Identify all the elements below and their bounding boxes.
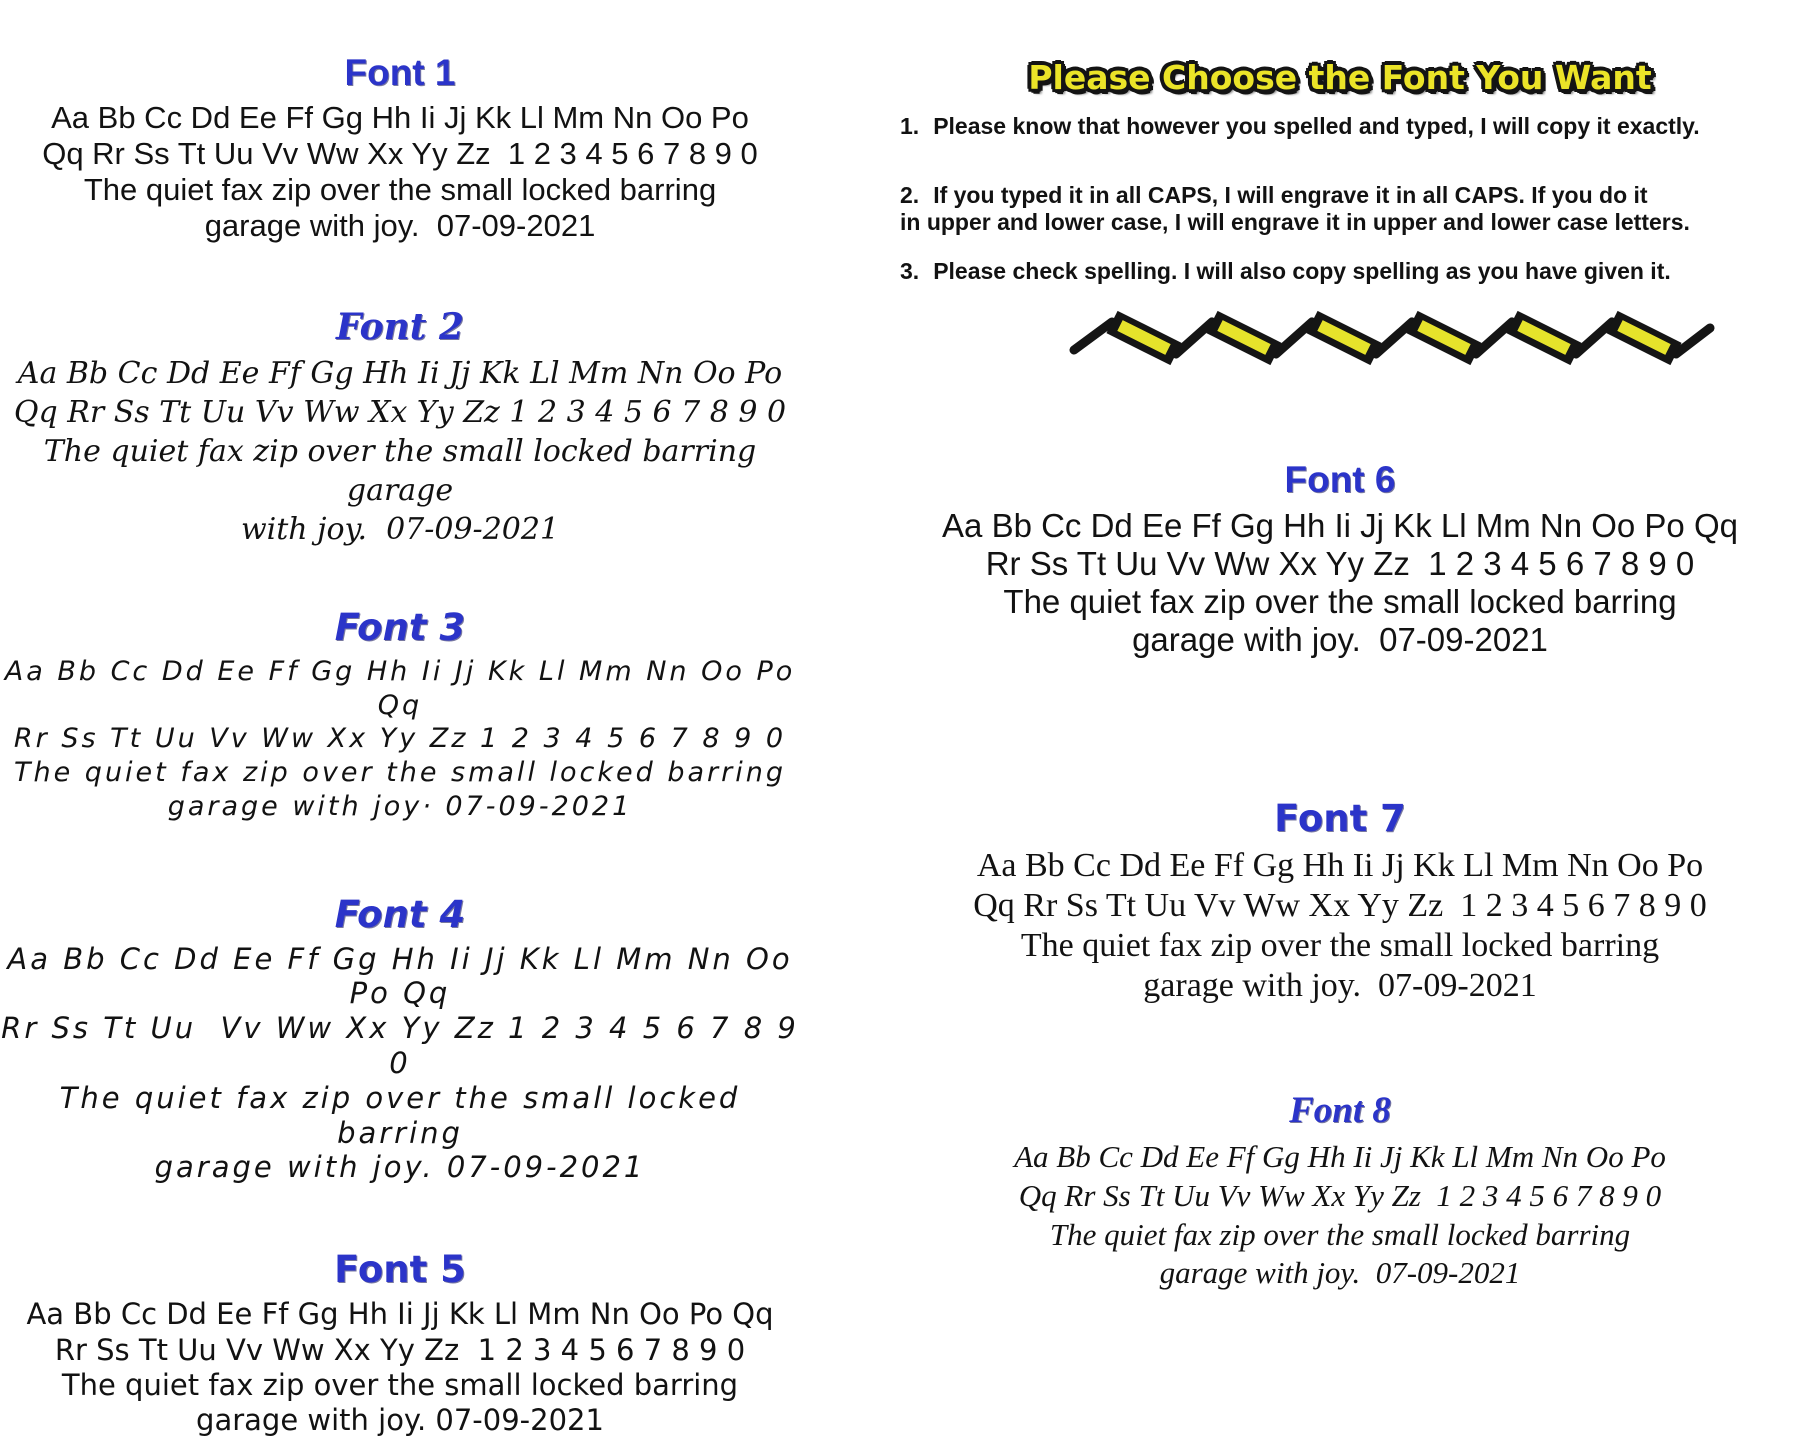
font-6-specimen: [900, 459, 1780, 660]
instruction-3-text: Please check spelling. I will also copy spelling as you have given it.: [933, 258, 1671, 285]
font-7-sample-line-1: The quiet fax zip over the small locked barring: [1020, 926, 1660, 964]
font-1-sample-line-2: garage with joy. 07-09-2021: [204, 207, 596, 243]
font-2-title: Font 2: [336, 305, 464, 348]
font-4-title: Font 4: [334, 892, 466, 936]
instruction-3-number: 3.: [900, 258, 920, 285]
font-2-sample-line-2: with joy. 07-09-2021: [240, 511, 560, 547]
font-4-specimen: [0, 892, 812, 1186]
font-6-sample-line-1: The quiet fax zip over the small locked barring: [1003, 583, 1677, 621]
font-3-specimen: [0, 605, 807, 824]
font-6-sample-line-2: garage with joy. 07-09-2021: [1132, 621, 1548, 659]
font-3-sample-line-1: The quiet fax zip over the small locked barring: [14, 757, 786, 789]
font-4-alphabet-line-1: Aa Bb Cc Dd Ee Ff Gg Hh Ii Jj Kk Ll Mm Nn Oo Po Qq: [7, 941, 805, 1011]
right-column: [900, 0, 1780, 1293]
font-8-title: Font 8: [1289, 1090, 1391, 1131]
font-5-sample-line-1: The quiet fax zip over the small locked barring: [61, 1367, 739, 1402]
left-column: [0, 0, 812, 1439]
instruction-item-1: [900, 113, 1780, 140]
font-1-alphabet-line-2: Qq Rr Ss Tt Uu Vv Ww Xx Yy Zz 1 2 3 4 5 6 7 8 9 0: [42, 135, 758, 171]
font-1-sample-line-1: The quiet fax zip over the small locked barring: [83, 171, 717, 207]
font-8-sample-line-1: The quiet fax zip over the small locked barring: [1049, 1216, 1631, 1252]
font-4-sample-line-2: garage with joy. 07-09-2021: [154, 1150, 646, 1185]
font-5-title: Font 5: [334, 1248, 466, 1292]
font-3-alphabet-line-2: Rr Ss Tt Uu Vv Ww Xx Yy Zz 1 2 3 4 5 6 7 8 9 0: [13, 723, 787, 755]
instruction-1-number: 1.: [900, 113, 920, 139]
font-8-sample-line-2: garage with joy. 07-09-2021: [1159, 1255, 1521, 1291]
font-3-sample-line-2: garage with joy· 07-09-2021: [167, 790, 633, 822]
font-7-alphabet-line-1: Aa Bb Cc Dd Ee Ff Gg Hh Ii Jj Kk Ll Mm Nn Oo Po: [976, 846, 1704, 884]
font-3-title: Font 3: [334, 605, 466, 649]
font-5-alphabet-line-1: Aa Bb Cc Dd Ee Ff Gg Hh Ii Jj Kk Ll Mm Nn Oo Po Qq: [26, 1297, 774, 1332]
twist-ribbon-divider: [1070, 308, 1735, 371]
font-5-sample-line-2: garage with joy. 07-09-2021: [196, 1403, 604, 1438]
font-8-alphabet-line-1: Aa Bb Cc Dd Ee Ff Gg Hh Ii Jj Kk Ll Mm Nn Oo Po: [1014, 1139, 1666, 1174]
font-1-alphabet-line-1: Aa Bb Cc Dd Ee Ff Gg Hh Ii Jj Kk Ll Mm Nn Oo Po: [51, 100, 749, 135]
font-6-title: Font 6: [1284, 458, 1396, 500]
font-7-sample-line-2: garage with joy. 07-09-2021: [1143, 966, 1537, 1004]
font-3-alphabet-line-1: Aa Bb Cc Dd Ee Ff Gg Hh Ii Jj Kk Ll Mm Nn Oo Po Qq: [4, 655, 807, 721]
font-2-alphabet-line-2: Qq Rr Ss Tt Uu Vv Ww Xx Yy Zz 1 2 3 4 5 6 7 8 9 0: [13, 394, 787, 430]
choose-font-heading: Please Choose the Font You Want: [1028, 58, 1652, 97]
font-7-specimen: [900, 798, 1780, 1006]
font-5-specimen: [0, 1249, 800, 1439]
font-2-specimen: [0, 306, 800, 549]
instruction-item-3: [900, 258, 1780, 285]
font-6-alphabet-line-1: Aa Bb Cc Dd Ee Ff Gg Hh Ii Jj Kk Ll Mm Nn Oo Po Qq: [942, 506, 1738, 544]
instruction-2-text-line-2: in upper and lower case, I will engrave it in upper and lower case letters.: [900, 209, 1690, 236]
font-4-alphabet-line-2: Rr Ss Tt Uu Vv Ww Xx Yy Zz 1 2 3 4 5 6 7 8 9 0: [1, 1011, 812, 1080]
font-7-alphabet-line-2: Qq Rr Ss Tt Uu Vv Ww Xx Yy Zz 1 2 3 4 5 6 7 8 9 0: [973, 886, 1707, 924]
instruction-2-text-line-1: If you typed it in all CAPS, I will engrave it in all CAPS. If you do it: [933, 182, 1648, 209]
instruction-item-2: [900, 182, 1780, 236]
instruction-1-text: Please know that however you spelled and typed, I will copy it exactly.: [933, 113, 1700, 139]
font-2-alphabet-line-1: Aa Bb Cc Dd Ee Ff Gg Hh Ii Jj Kk Ll Mm Nn Oo Po: [17, 355, 783, 391]
font-6-alphabet-line-2: Rr Ss Tt Uu Vv Ww Xx Yy Zz 1 2 3 4 5 6 7 8 9 0: [985, 544, 1695, 582]
font-4-sample-line-1: The quiet fax zip over the small locked barring: [59, 1080, 753, 1150]
font-5-alphabet-line-2: Rr Ss Tt Uu Vv Ww Xx Yy Zz 1 2 3 4 5 6 7 8 9 0: [54, 1332, 746, 1367]
font-1-title: Font 1: [344, 52, 456, 93]
font-8-specimen: [900, 1090, 1780, 1293]
font-7-title: Font 7: [1274, 796, 1406, 840]
font-2-sample-line-1: The quiet fax zip over the small locked barring garage: [43, 433, 766, 508]
font-8-alphabet-line-2: Qq Rr Ss Tt Uu Vv Ww Xx Yy Zz 1 2 3 4 5 6 7 8 9 0: [1018, 1177, 1662, 1213]
instruction-2-number: 2.: [900, 182, 920, 209]
zigzag-divider-graphic: [1070, 308, 1735, 366]
font-1-specimen: [0, 52, 800, 244]
